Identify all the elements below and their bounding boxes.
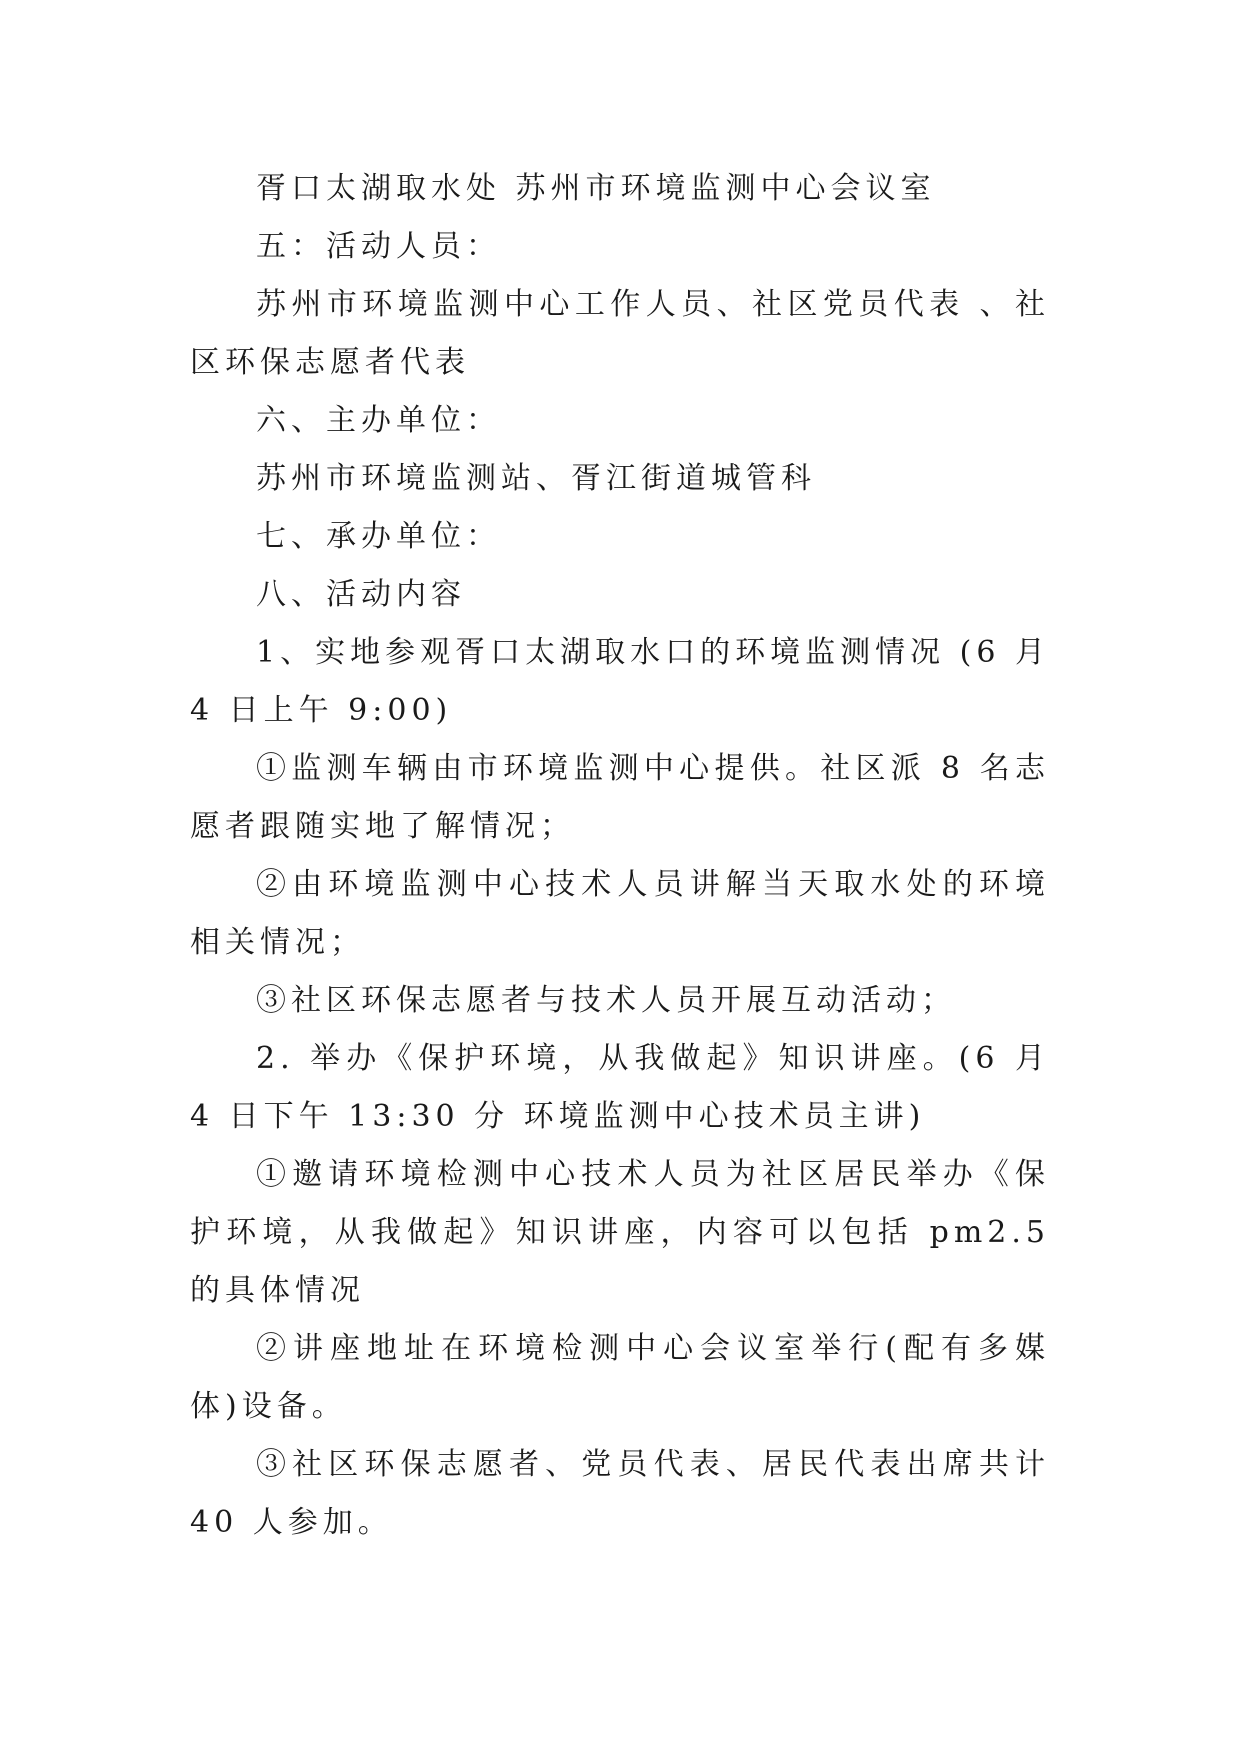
paragraph-item-2-sub-1: ①邀请环境检测中心技术人员为社区居民举办《保护环境，从我做起》知识讲座，内容可以包括 pm2.5 的具体情况: [190, 1157, 1050, 1308]
paragraph-item-2-sub-3: ③社区环保志愿者、党员代表、居民代表出席共计 40 人参加。: [190, 1447, 1050, 1540]
heading-organizer: 六、主办单位：: [256, 403, 501, 438]
heading-participants: 五：活动人员：: [256, 229, 501, 264]
paragraph-item-2-sub-2: ②讲座地址在环境检测中心会议室举行(配有多媒体)设备。: [190, 1331, 1050, 1424]
heading-activity-content: 八、活动内容: [256, 577, 466, 612]
paragraph-item-2: 2. 举办《保护环境，从我做起》知识讲座。(6 月 4 日下午 13:30 分 环境监测中心技术员主讲): [190, 1041, 1050, 1134]
heading-co-organizer: 七、承办单位：: [256, 519, 501, 554]
paragraph-participants: 苏州市环境监测中心工作人员、社区党员代表 、社区环保志愿者代表: [190, 287, 1050, 380]
paragraph-item-1-sub-3: ③社区环保志愿者与技术人员开展互动活动；: [256, 983, 956, 1018]
paragraph-organizer: 苏州市环境监测站、胥江街道城管科: [256, 461, 816, 496]
document-body: [190, 160, 1050, 1552]
paragraph-location: 胥口太湖取水处 苏州市环境监测中心会议室: [256, 171, 936, 206]
paragraph-item-1-sub-1: ①监测车辆由市环境监测中心提供。社区派 8 名志愿者跟随实地了解情况；: [190, 751, 1050, 844]
paragraph-item-1: 1、实地参观胥口太湖取水口的环境监测情况 (6 月 4 日上午 9:00): [190, 635, 1050, 728]
paragraph-item-1-sub-2: ②由环境监测中心技术人员讲解当天取水处的环境相关情况；: [190, 867, 1050, 960]
